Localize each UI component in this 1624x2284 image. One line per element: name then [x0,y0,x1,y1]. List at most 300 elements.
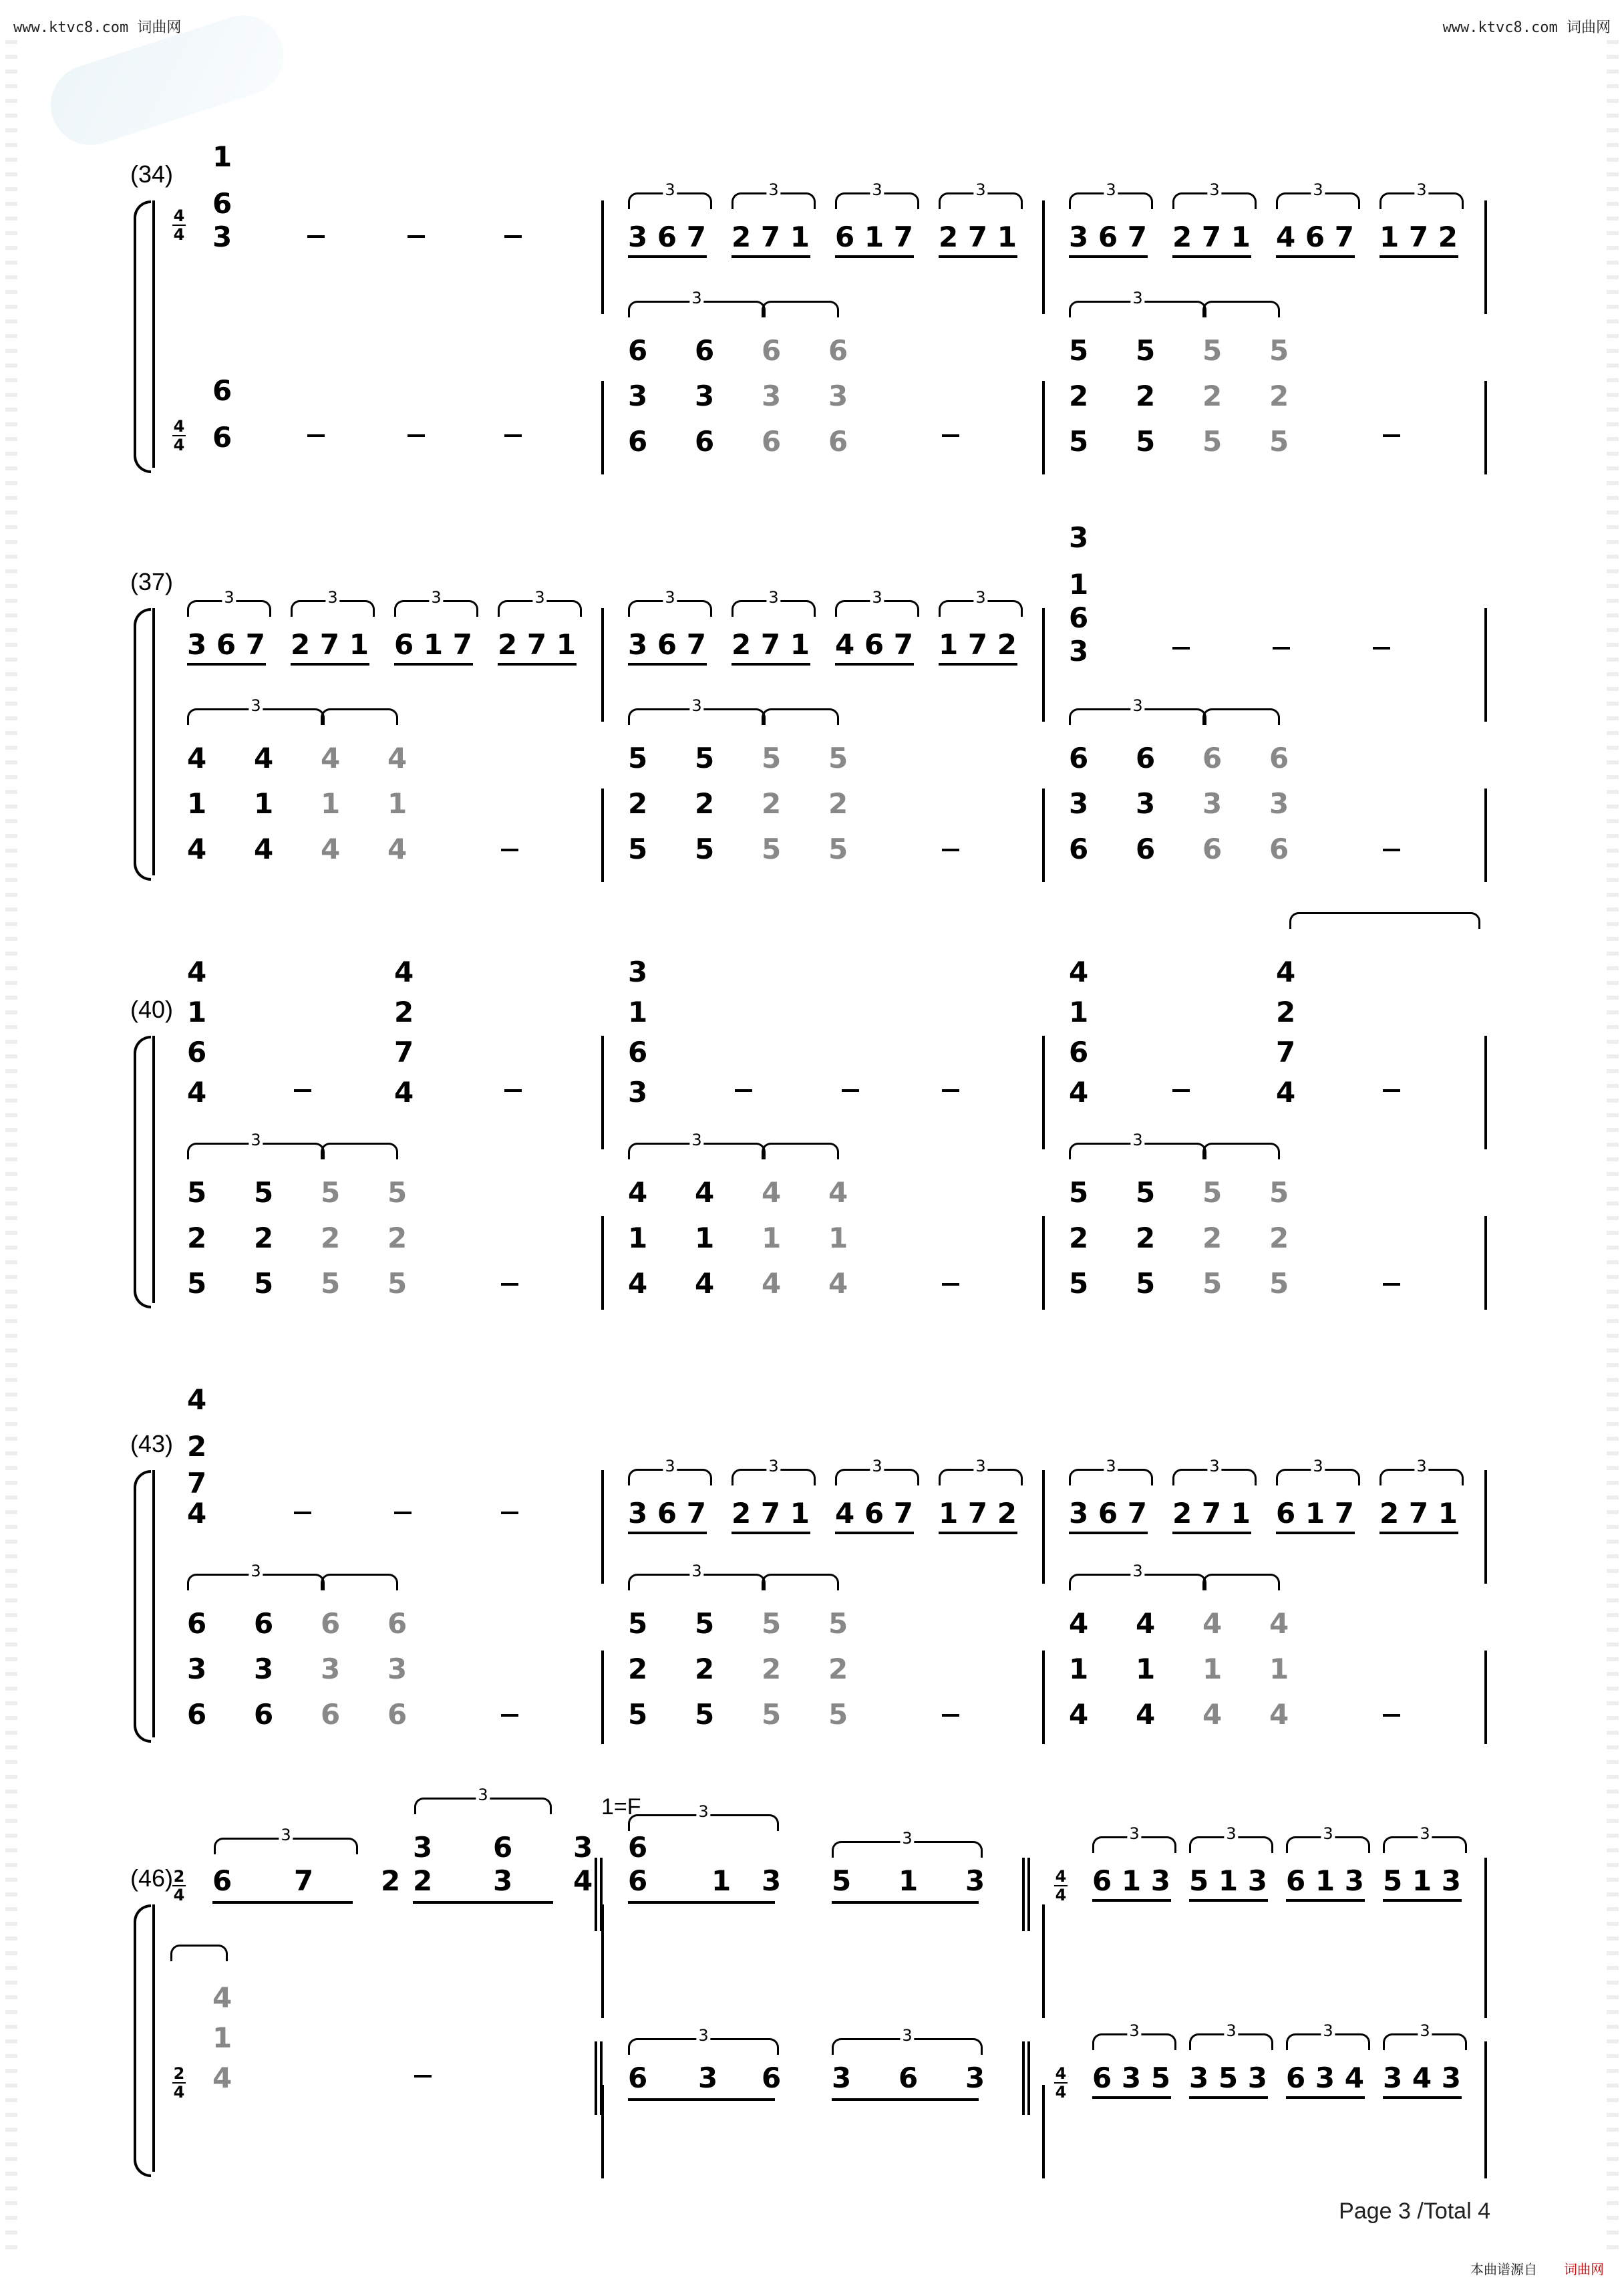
note: 5 [1136,1267,1156,1300]
note: 5 [828,833,848,865]
triplet-bracket: 3 [1276,192,1360,209]
note: 6 [1136,833,1156,865]
note: 3 4 3 [1383,2061,1461,2094]
header-right: www.ktvc8.com 词曲网 [1442,19,1611,36]
triplet-bracket: 3 [628,1574,766,1590]
footer-source: 本曲谱源自 [1470,2261,1537,2277]
note: 6 [628,2061,648,2094]
note: 6 [187,1036,207,1068]
beam-underline [939,663,1017,666]
note: 4 6 7 [835,628,913,661]
beam-underline [1069,255,1148,258]
note: 2 [187,1430,207,1463]
note: 6 [212,1864,232,1897]
note: 3 [1269,787,1289,820]
beam-underline [1189,1899,1268,1902]
barline [601,1651,604,1744]
triplet-bracket: 3 [291,600,375,617]
barline [1484,1651,1487,1744]
system-brace [134,608,151,881]
barline [601,200,604,314]
triplet-bracket: 3 [628,1814,779,1831]
note: 1 [254,787,274,820]
note: 6 [321,1698,341,1731]
note: 4 [212,1981,232,2014]
note: 6 1 7 [835,221,913,253]
note: 4 [387,833,408,865]
note: 4 [321,742,341,774]
note: 3 [1069,635,1089,668]
sustain-dash [408,235,425,238]
sustain-dash [394,1512,412,1514]
triplet-bracket: 3 [1069,1469,1153,1485]
note: 4 [187,956,207,988]
note: 6 [187,1607,207,1640]
note: 2 7 1 [732,221,810,253]
triplet-bracket: 3 [1189,2033,1273,2050]
note: 6 [828,425,848,458]
barline [601,789,604,882]
note: 6 [187,1698,207,1731]
barline [1484,1036,1487,1149]
triplet-bracket: 3 [1286,1836,1370,1853]
note: 2 [1269,1222,1289,1254]
time-signature: 4 4 [173,417,185,454]
note: 5 [321,1176,341,1209]
triplet-bracket: 3 [1069,708,1206,725]
barline [1042,381,1045,474]
triplet-bracket: 3 [394,600,478,617]
note: 6 [1136,742,1156,774]
note: 6 [1202,833,1223,865]
triplet-bracket: 3 [732,1469,816,1485]
note: 4 [1202,1698,1223,1731]
note: 6 [387,1607,408,1640]
note: 5 [762,1698,782,1731]
triplet-bracket: 3 [1172,192,1257,209]
sustain-dash [501,1512,518,1514]
barline [1042,1470,1045,1584]
beam-underline [1276,255,1355,258]
system-line [152,1904,155,2172]
triplet-bracket: 3 [1092,2033,1176,2050]
note: 6 [628,334,648,367]
time-signature: 4 4 [1055,1867,1067,1904]
sustain-dash [1383,434,1400,437]
beam-underline [1092,2096,1171,2099]
note: 2 [1276,996,1296,1028]
triplet-bracket: 3 [1092,1836,1176,1853]
beam-underline [212,1901,353,1904]
triplet-bracket: 3 [628,1143,766,1159]
note: 2 7 1 [291,628,369,661]
note: 5 [1136,334,1156,367]
left-decoration [5,40,17,2257]
triplet-bracket: 3 [732,192,816,209]
tie-arc [170,1945,228,1961]
tie-arc [762,1574,839,1590]
time-signature: 4 4 [173,206,185,244]
triplet-bracket: 3 [1069,1574,1206,1590]
barline [601,1470,604,1584]
beam-underline [732,255,810,258]
triplet-bracket: 3 [939,600,1023,617]
note: 5 [1202,425,1223,458]
note: 3 [387,1653,408,1685]
note: 5 [187,1267,207,1300]
note: 1 [1136,1653,1156,1685]
triplet-bracket: 3 [628,301,766,317]
note: 7 [1276,1036,1296,1068]
note: 4 [394,956,414,988]
beam-underline [1286,2096,1365,2099]
note: 5 [828,1698,848,1731]
note: 2 [1269,380,1289,412]
beam-underline [1189,2096,1268,2099]
measure-number: (43) [130,1430,174,1457]
system-brace [134,200,151,473]
beam-underline [835,255,914,258]
note: 2 7 1 [732,628,810,661]
sustain-dash [501,1714,518,1717]
barline [1042,789,1045,882]
system-brace [134,1904,151,2177]
page-indicator: Page 3 /Total 4 [1339,2198,1490,2224]
note: 5 [1069,334,1089,367]
note: 4 [1069,956,1089,988]
triplet-bracket: 3 [1069,1143,1206,1159]
note: 2 7 1 [1172,221,1251,253]
note: 1 [212,2021,232,2054]
sustain-dash [408,434,425,437]
note: 6 [828,334,848,367]
note: 5 [387,1176,408,1209]
beam-underline [394,663,473,666]
note: 4 [695,1267,715,1300]
note: 4 [1269,1607,1289,1640]
beam-underline [1379,255,1458,258]
triplet-bracket: 3 [832,2038,983,2055]
note: 4 6 7 [1276,221,1354,253]
note: 4 [628,1176,648,1209]
triplet-bracket: 3 [628,600,712,617]
triplet-bracket: 3 [628,708,766,725]
note: 2 7 1 [1379,1497,1458,1530]
triplet-bracket: 3 [832,1841,983,1858]
barline [1484,200,1487,314]
note: 4 [187,1383,207,1416]
triplet-bracket: 3 [1383,1836,1467,1853]
triplet-bracket: 3 [1172,1469,1257,1485]
triplet-bracket: 3 [1276,1469,1360,1485]
barline [1042,1036,1045,1149]
sustain-dash [294,1512,311,1514]
sustain-dash [842,1089,859,1092]
note: 4 [1276,1076,1296,1109]
note: 3 [1202,787,1223,820]
note: 4 6 7 [835,1497,913,1530]
triplet-bracket: 3 [1069,301,1206,317]
barline [601,381,604,474]
note: 3 6 7 [628,628,706,661]
beam-underline [1172,1532,1251,1534]
note: 6 [628,1831,648,1864]
note: 2 7 1 [498,628,576,661]
note: 2 [1069,1222,1089,1254]
note: 4 [828,1267,848,1300]
beam-underline [628,1532,707,1534]
note: 3 6 7 [1069,1497,1147,1530]
note: 6 [493,1831,513,1864]
footer-brand: 词曲网 [1564,2261,1604,2277]
note: 2 [695,1653,715,1685]
sustain-dash [414,2075,432,2078]
note: 5 [832,1864,852,1897]
note: 1 [1069,1653,1089,1685]
beam-underline [628,663,707,666]
triplet-bracket: 3 [1383,2033,1467,2050]
repeat-barline [1022,1858,1030,1931]
beam-underline [1383,1899,1462,1902]
note: 3 [698,2061,718,2094]
beam-underline [413,1901,553,1904]
note: 2 [394,996,414,1028]
sustain-dash [1383,1714,1400,1717]
beam-underline [832,2098,979,2101]
note: 3 [212,221,232,253]
beam-underline [939,1532,1017,1534]
note: 4 [1069,1607,1089,1640]
beam-underline [628,1901,775,1904]
note: 6 [628,1864,648,1897]
sustain-dash [1383,1283,1400,1286]
note: 4 [1136,1607,1156,1640]
beam-underline [835,663,914,666]
note: 2 [1136,1222,1156,1254]
note: 4 [1276,956,1296,988]
note: 4 [187,1497,207,1530]
note: 1 7 2 [1379,221,1458,253]
tie-arc [1202,1574,1280,1590]
header-left: www.ktvc8.com 词曲网 [13,19,182,36]
beam-underline [1379,1532,1458,1534]
repeat-barline [1022,2041,1030,2115]
note: 4 [1269,1698,1289,1731]
note: 1 [711,1864,732,1897]
note: 5 [762,1607,782,1640]
note: 4 [762,1176,782,1209]
system-line [152,1036,155,1303]
beam-underline [1092,1899,1171,1902]
note: 2 [628,787,648,820]
note: 3 [828,380,848,412]
note: 6 [899,2061,919,2094]
note: 4 [187,1076,207,1109]
tie-arc [321,1574,398,1590]
note: 3 6 7 [628,1497,706,1530]
triplet-bracket: 3 [939,192,1023,209]
note: 7 [294,1864,314,1897]
sustain-dash [1172,647,1190,650]
sustain-dash [942,1089,959,1092]
barline [1484,789,1487,882]
beam-underline [939,255,1017,258]
note: 3 [413,1831,433,1864]
note: 3 [965,1864,985,1897]
triplet-bracket: 3 [732,600,816,617]
triplet-bracket: 3 [187,1574,325,1590]
note: 4 [187,742,207,774]
beam-underline [291,663,369,666]
note: 6 3 4 [1286,2061,1364,2094]
sustain-dash [1383,849,1400,851]
key-change: 1=F [601,1794,641,1820]
note: 5 [828,1607,848,1640]
triplet-bracket: 3 [1189,1836,1273,1853]
triplet-bracket: 3 [1069,192,1153,209]
barline [1042,1651,1045,1744]
note: 4 [1069,1076,1089,1109]
note: 6 [1069,1036,1089,1068]
note: 2 [1202,1222,1223,1254]
measure-number: (46) [130,1864,174,1892]
note: 3 [1136,787,1156,820]
system-line [152,608,155,875]
beam-underline [835,1532,914,1534]
note: 5 [828,742,848,774]
note: 1 [628,996,648,1028]
note: 5 [628,1698,648,1731]
note: 2 [1202,380,1223,412]
note: 5 [254,1267,274,1300]
note: 4 [628,1267,648,1300]
tie-arc [762,301,839,317]
note: 5 [1069,425,1089,458]
note: 3 6 7 [628,221,706,253]
note: 4 [212,2061,232,2094]
note: 3 [187,1653,207,1685]
note: 2 7 1 [1172,1497,1251,1530]
note: 5 [1202,334,1223,367]
note: 1 [1269,1653,1289,1685]
triplet-bracket: 3 [939,1469,1023,1485]
note: 3 6 7 [1069,221,1147,253]
note: 6 [212,374,232,407]
note: 3 [628,380,648,412]
note: 4 [187,833,207,865]
note: 6 [212,187,232,220]
sustain-dash [1172,1089,1190,1092]
note: 2 [413,1864,433,1897]
note: 3 [254,1653,274,1685]
note: 6 1 7 [394,628,472,661]
barline [1042,1216,1045,1310]
note: 3 5 3 [1189,2061,1267,2094]
note: 4 [828,1176,848,1209]
note: 5 [387,1267,408,1300]
note: 2 [254,1222,274,1254]
time-signature: 4 4 [1055,2064,1067,2102]
note: 5 [762,742,782,774]
barline [1484,608,1487,722]
sustain-dash [1273,647,1290,650]
note: 1 [387,787,408,820]
triplet-bracket: 3 [187,708,325,725]
time-signature: 2 4 [173,1867,185,1904]
beam-underline [498,663,577,666]
barline [1042,2085,1045,2178]
system-line [152,1470,155,1737]
barline [1484,1470,1487,1584]
time-signature: 2 4 [173,2064,185,2102]
note: 3 [762,1864,782,1897]
note: 2 [695,787,715,820]
triplet-bracket: 3 [1379,192,1464,209]
note: 6 [321,1607,341,1640]
note: 6 [628,425,648,458]
note: 3 6 7 [187,628,265,661]
note: 1 [187,787,207,820]
barline [601,1216,604,1310]
sustain-dash [942,849,959,851]
note: 2 [762,1653,782,1685]
sustain-dash [501,849,518,851]
beam-underline [732,663,810,666]
note: 3 [832,2061,852,2094]
note: 5 [695,1698,715,1731]
note: 5 [695,742,715,774]
beam-underline [832,1901,979,1904]
note: 6 1 7 [1276,1497,1354,1530]
note: 5 [628,742,648,774]
note: 5 [1069,1267,1089,1300]
barline [1484,1858,1487,1931]
barline [1484,381,1487,474]
note: 2 [1069,380,1089,412]
note: 2 [762,787,782,820]
note: 6 1 3 [1092,1864,1170,1897]
sustain-dash [307,235,325,238]
note: 5 [1269,334,1289,367]
note: 5 [695,1607,715,1640]
note: 4 [254,833,274,865]
note: 5 1 3 [1383,1864,1461,1897]
tie-arc [1289,912,1480,929]
sustain-dash [942,1283,959,1286]
triplet-bracket: 3 [498,600,582,617]
measure-number: (34) [130,160,174,188]
beam-underline [187,663,266,666]
note: 6 [762,425,782,458]
tie-arc [321,708,398,725]
note: 6 [695,334,715,367]
note: 4 [1202,1607,1223,1640]
note: 1 7 2 [939,628,1017,661]
barline [601,1036,604,1149]
double-barline [595,2041,603,2115]
beam-underline [1172,255,1251,258]
triplet-bracket: 3 [214,1838,358,1854]
note: 5 [695,833,715,865]
triplet-bracket: 3 [187,1143,325,1159]
note: 6 3 5 [1092,2061,1170,2094]
note: 2 [628,1653,648,1685]
barline [1042,200,1045,314]
note: 6 [762,334,782,367]
note: 6 [628,1036,648,1068]
beam-underline [628,2098,775,2101]
sustain-dash [942,1714,959,1717]
